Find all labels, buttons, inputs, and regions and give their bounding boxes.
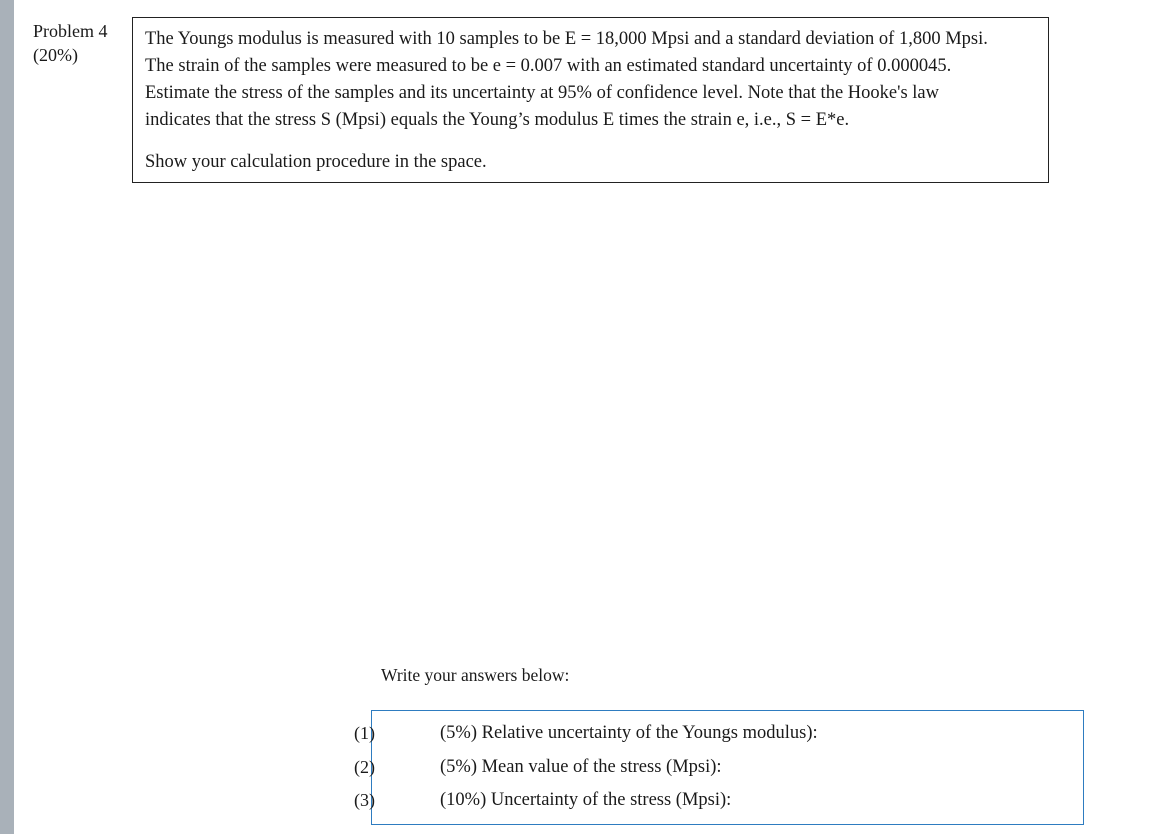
problem-weight: (20%) (33, 45, 78, 65)
answer-prompt-3: (10%) Uncertainty of the stress (Mpsi): (440, 790, 732, 810)
left-margin-bar (0, 0, 14, 834)
answer-prompt-1: (5%) Relative uncertainty of the Youngs modulus): (440, 723, 818, 743)
problem-line-4: indicates that the stress S (Mpsi) equals the Young’s modulus E times the strain e, i.e., S = E*e. (145, 110, 850, 130)
problem-line-1: The Youngs modulus is measured with 10 samples to be E = 18,000 Mpsi and a standard deviation of 1,800 Mpsi. (145, 29, 988, 49)
answer-prompt-2: (5%) Mean value of the stress (Mpsi): (440, 757, 722, 777)
problem-label (33, 19, 108, 67)
problem-line-3: Estimate the stress of the samples and its uncertainty at 95% of confidence level. Note that the Hooke's law (145, 83, 939, 103)
problem-line-2: The strain of the samples were measured to be e = 0.007 with an estimated standard uncertainty of 0.000045. (145, 56, 952, 76)
answers-heading: Write your answers below: (381, 665, 570, 685)
answer-number-1: (1) (354, 723, 375, 743)
answer-number-2: (2) (354, 757, 375, 777)
answer-number-3: (3) (354, 790, 375, 810)
problem-statement-box (132, 17, 1049, 183)
problem-instruction: Show your calculation procedure in the space. (145, 152, 487, 172)
problem-title: Problem 4 (33, 21, 108, 41)
